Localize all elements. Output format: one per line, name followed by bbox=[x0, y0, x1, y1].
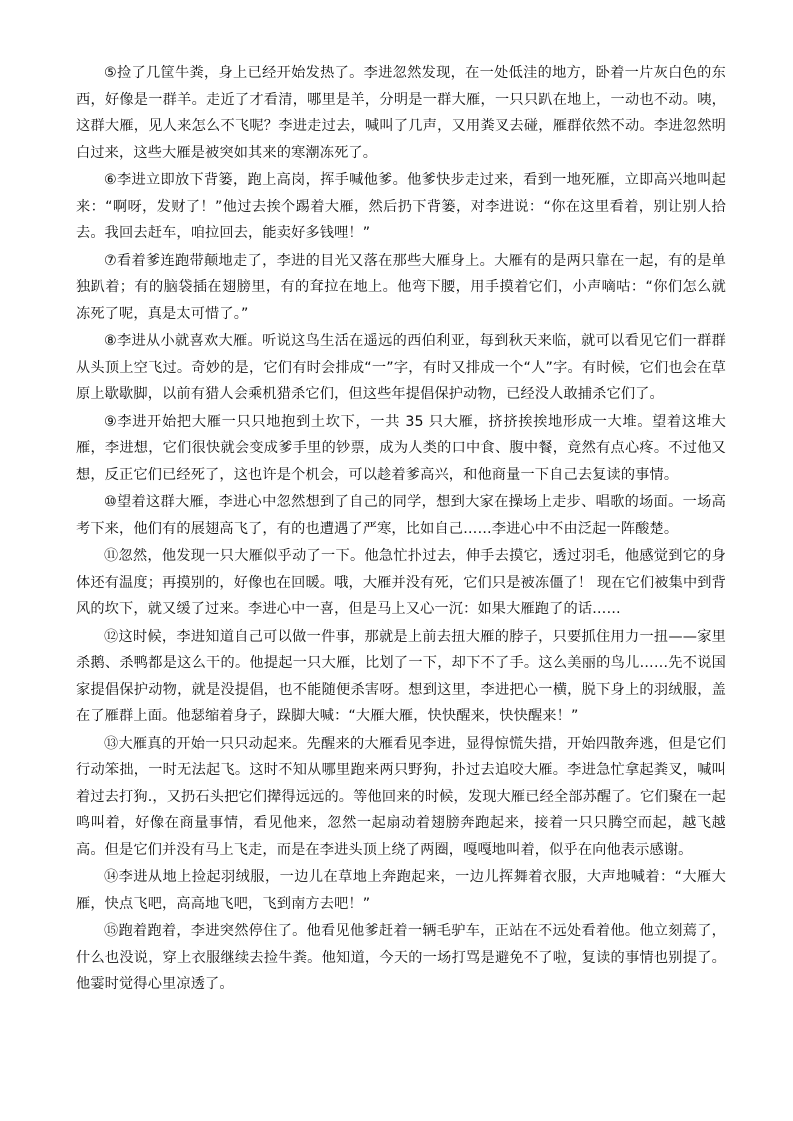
paragraph-13: ⑬大雁真的开始一只只动起来。先醒来的大雁看见李进，显得惊慌失措，开始四散奔逃，但是它们行动笨拙，一时无法起飞。这时不知从哪里跑来两只野狗，扑过去追咬大雁。李进急忙拿起粪叉，喊叫着过去打狗.，又扔石头把它们撵得远远的。等他回来的时候，发现大雁已经全部苏醒了。它们聚在一起鸣叫着，好像在商量事情，看见他来，忽然一起扇动着翅膀奔跑起来，接着一只只腾空而起，越飞越高。但是它们并没有马上飞走，而是在李进头顶上绕了两圈，嘎嘎地叫着，似乎在向他表示感谢。 bbox=[76, 735, 726, 858]
paragraph-5: ⑤捡了几筐牛粪，身上已经开始发热了。李进忽然发现，在一处低洼的地方，卧着一片灰白色的东西，好像是一群羊。走近了才看清，哪里是羊，分明是一群大雁，一只只趴在地上，一动也不动。咦，这群大雁，见人来怎么不飞呢？李进走过去，喊叫了几声，又用粪叉去碰，雁群依然不动。李进忽然明白过来，这些大雁是被突如其来的寒潮冻死了。 bbox=[76, 65, 726, 161]
paragraph-11: ⑪忽然，他发现一只大雁似乎动了一下。他急忙扑过去，伸手去摸它，透过羽毛，他感觉到它的身体还有温度；再摸别的，好像也在回暖。哦，大雁并没有死，它们只是被冻僵了！ 现在它们被集中到背风的坎下，就又缓了过来。李进心中一喜，但是马上又心一沉：如果大雁跑了的话…… bbox=[76, 548, 726, 617]
story-text bbox=[76, 60, 726, 999]
paragraph-8: ⑧李进从小就喜欢大雁。听说这鸟生活在遥远的西伯利亚，每到秋天来临，就可以看见它们一群群从头顶上空飞过。奇妙的是，它们有时会排成“一”字，有时又排成一个“人”字。有时候，它们也会在草原上歇歇脚，以前有猎人会乘机猎杀它们，但这些年提倡保护动物，已经没人敢捕杀它们了。 bbox=[76, 333, 726, 402]
paragraph-9: ⑨李进开始把大雁一只只地抱到土坎下，一共 35 只大雁，挤挤挨挨地形成一大堆。望着这堆大雁，李进想，它们很快就会变成爹手里的钞票，成为人类的口中食、腹中餐，竟然有点心疼。不过他又想，反正它们已经死了，这也许是个机会，可以趁着爹高兴，和他商量一下自己去复读的事情。 bbox=[76, 413, 726, 483]
paragraph-12: ⑫这时候，李进知道自己可以做一件事，那就是上前去扭大雁的脖子，只要抓住用力一扭——家里杀鹅、杀鸭都是这么干的。他提起一只大雁，比划了一下，却下不了手。这么美丽的鸟儿……先不说国家提倡保护动物，就是没提倡，也不能随便杀害呀。想到这里，李进把心一横，脱下身上的羽绒服，盖在了雁群上面。他瑟缩着身子，跺脚大喊：“大雁大雁，快快醒来，快快醒来！” bbox=[76, 628, 726, 724]
paragraph-6: ⑥李进立即放下背篓，跑上高岗，挥手喊他爹。他爹快步走过来，看到一地死雁，立即高兴地叫起来：“啊呀，发财了！”他过去挨个踢着大雁，然后扔下背篓，对李进说：“你在这里看着，别让别人拾去。我回去赶车，咱拉回去，能卖好多钱哩！” bbox=[76, 172, 726, 241]
paragraph-15: ⑮跑着跑着，李进突然停住了。他看见他爹赶着一辆毛驴车，正站在不远处看着他。他立刻蔫了，什么也没说，穿上衣服继续去捡牛粪。他知道，今天的一场打骂是避免不了啦，复读的事情也别提了。他霎时觉得心里凉透了。 bbox=[76, 923, 726, 992]
paragraph-7: ⑦看着爹连跑带颠地走了，李进的目光又落在那些大雁身上。大雁有的是两只靠在一起，有的是单独趴着；有的脑袋插在翅膀里，有的耷拉在地上。他弯下腰，用手摸着它们，小声嘀咕：“你们怎么就冻死了呢，真是太可惜了。” bbox=[76, 252, 726, 322]
paragraph-10: ⑩望着这群大雁，李进心中忽然想到了自己的同学，想到大家在操场上走步、唱歌的场面。一场高考下来，他们有的展翅高飞了，有的也遭遇了严寒，比如自己……李进心中不由泛起一阵酸楚。 bbox=[76, 494, 726, 537]
paragraph-14: ⑭李进从地上捡起羽绒服，一边儿在草地上奔跑起来，一边儿挥舞着衣服，大声地喊着：“大雁大雁，快点飞吧，高高地飞吧，飞到南方去吧！” bbox=[76, 869, 726, 912]
